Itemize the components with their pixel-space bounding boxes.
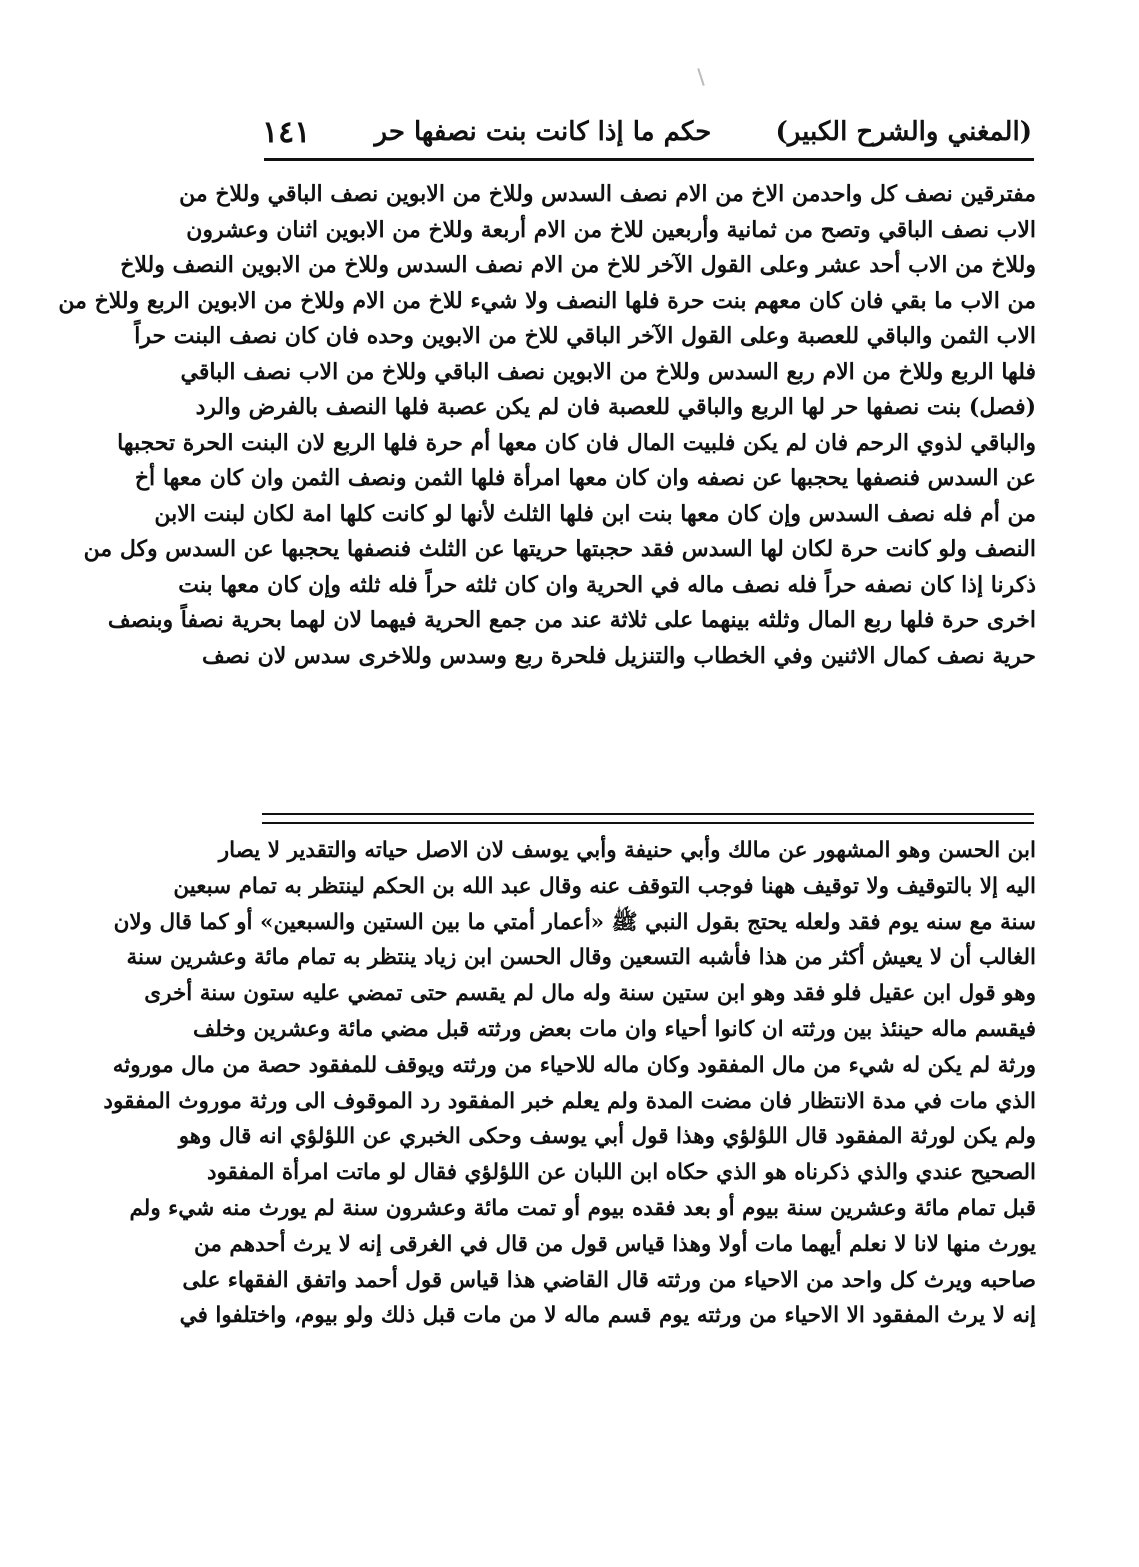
text-line: من أم فله نصف السدس وإن كان معها بنت ابن فلها الثلث لأنها لو كانت كلها امة لكان لبنت الابن — [154, 500, 1036, 527]
header-rule — [264, 158, 1034, 161]
text-line: اخرى حرة فلها ربع المال وثلثه بينهما على ثلاثة عند من جمع الحرية فيهما لان لهما بحرية نصفاً وبنصف — [107, 607, 1036, 633]
text-line: عن السدس فنصفها يحجبها عن نصفه وان كان معها امرأة فلها الثمن ونصف الثمن وان كان معها أخ — [134, 465, 1036, 491]
text-line: اليه إلا بالتوقيف ولا توقيف ههنا فوجب التوقف عنه وقال عبد الله بن الحكم لينتظر به تمام سبعين — [173, 873, 1036, 899]
text-line: الذي مات في مدة الانتظار فان مضت المدة ولم يعلم خبر المفقود رد الموقوف الى ورثة موروث المفقود — [103, 1088, 1036, 1114]
main-text — [58, 177, 1036, 674]
text-line: إنه لا يرث المفقود الا الاحياء من ورثته يوم قسم ماله لا من مات قبل ذلك ولو بيوم، واختلفوا في — [179, 1303, 1036, 1329]
commentary-text — [103, 833, 1036, 1334]
text-line: وهو قول ابن عقيل فلو فقد وهو ابن ستين سنة وله مال لم يقسم حتى تمضي عليه ستون سنة أخرى — [144, 981, 1036, 1007]
chapter-title: حكم ما إذا كانت بنت نصفها حر — [374, 117, 712, 147]
text-line: الغالب أن لا يعيش أكثر من هذا فأشبه التسعين وقال الحسن ابن زياد ينتظر به تمام مائة وعشرين سنة — [126, 945, 1036, 971]
text-line: فلها الربع وللاخ من الام ربع السدس وللاخ من الابوين نصف الباقي وللاخ من الاب نصف الباقي — [180, 358, 1036, 385]
section-divider-top — [262, 813, 1034, 815]
text-line: والباقي لذوي الرحم فان لم يكن فلبيت المال فان كان معها أم حرة فلها الربع لان البنت الحرة تحجبها — [117, 429, 1036, 456]
text-line: الصحيح عندي والذي ذكرناه هو الذي حكاه ابن اللبان عن اللؤلؤي فقال لو ماتت امرأة المفقود — [206, 1160, 1036, 1186]
section-divider-bottom — [262, 822, 1034, 824]
text-line: يورث منها لانا لا نعلم أيهما مات أولا وهذا قياس قول من قال في الغرقى إنه لا يرث أحدهم من — [194, 1231, 1036, 1257]
book-title: (المغني والشرح الكبير) — [775, 117, 1032, 147]
text-line: فيقسم ماله حينئذ بين ورثته ان كانوا أحياء وان مات بعض ورثته قبل مضي مائة وعشرين وخلف — [193, 1016, 1036, 1042]
text-line: ورثة لم يكن له شيء من مال المفقود وكان ماله للاحياء من ورثته ويوقف للمفقود حصة من مال موروثه — [112, 1052, 1036, 1078]
text-line: حرية نصف كمال الاثنين وفي الخطاب والتنزيل فلحرة ربع وسدس وللاخرى سدس لان نصف — [202, 642, 1036, 669]
text-line: ذكرنا إذا كان نصفه حراً فله نصف ماله في الحرية وان كان ثلثه حراً فله ثلثه وإن كان معها بنت — [178, 571, 1036, 598]
scan-mark — [697, 68, 704, 86]
text-line: ولم يكن لورثة المفقود قال اللؤلؤي وهذا قول أبي يوسف وحكى الخبري عن اللؤلؤي انه قال وهو — [178, 1124, 1036, 1150]
text-line: ابن الحسن وهو المشهور عن مالك وأبي حنيفة وأبي يوسف لان الاصل حياته والتقدير لا يصار — [218, 838, 1036, 863]
page-number: ١٤١ — [262, 114, 311, 150]
text-line: سنة مع سنه يوم فقد ولعله يحتج بقول النبي ﷺ «أعمار أمتي ما بين الستين والسبعين» أو كما قال ولان — [113, 909, 1036, 935]
page-header — [262, 108, 1032, 156]
text-line: (فصل) بنت نصفها حر لها الربع والباقي للعصبة فان لم يكن عصبة فلها النصف بالفرض والرد — [195, 394, 1036, 420]
text-line: من الاب ما بقي فان كان معهم بنت حرة فلها النصف ولا شيء للاخ من الام وللاخ من الابوين الربع وللاخ من — [58, 287, 1036, 314]
text-line: قبل تمام مائة وعشرين سنة بيوم أو بعد فقده بيوم أو تمت مائة وعشرون سنة لم يورث منه شيء ولم — [129, 1195, 1036, 1221]
text-line: صاحبه ويرث كل واحد من الاحياء من ورثته قال القاضي هذا قياس قول أحمد واتفق الفقهاء على — [182, 1267, 1036, 1293]
text-line: الاب الثمن والباقي للعصبة وعلى القول الآخر الباقي للاخ من الابوين وحده فان كان نصف البنت حراً — [134, 323, 1036, 349]
text-line: الاب نصف الباقي وتصح من ثمانية وأربعين للاخ من الام أربعة وللاخ من الابوين اثنان وعشرون — [186, 216, 1036, 243]
text-line: النصف ولو كانت حرة لكان لها السدس فقد حجبتها حريتها عن الثلث فنصفها يحجبها عن السدس وكل من — [83, 536, 1036, 562]
text-line: مفترقين نصف كل واحدمن الاخ من الام نصف السدس وللاخ من الابوين نصف الباقي وللاخ من — [179, 181, 1036, 207]
text-line: وللاخ من الاب أحد عشر وعلى القول الآخر للاخ من الام نصف السدس وللاخ من الابوين النصف وللاخ — [120, 252, 1036, 278]
